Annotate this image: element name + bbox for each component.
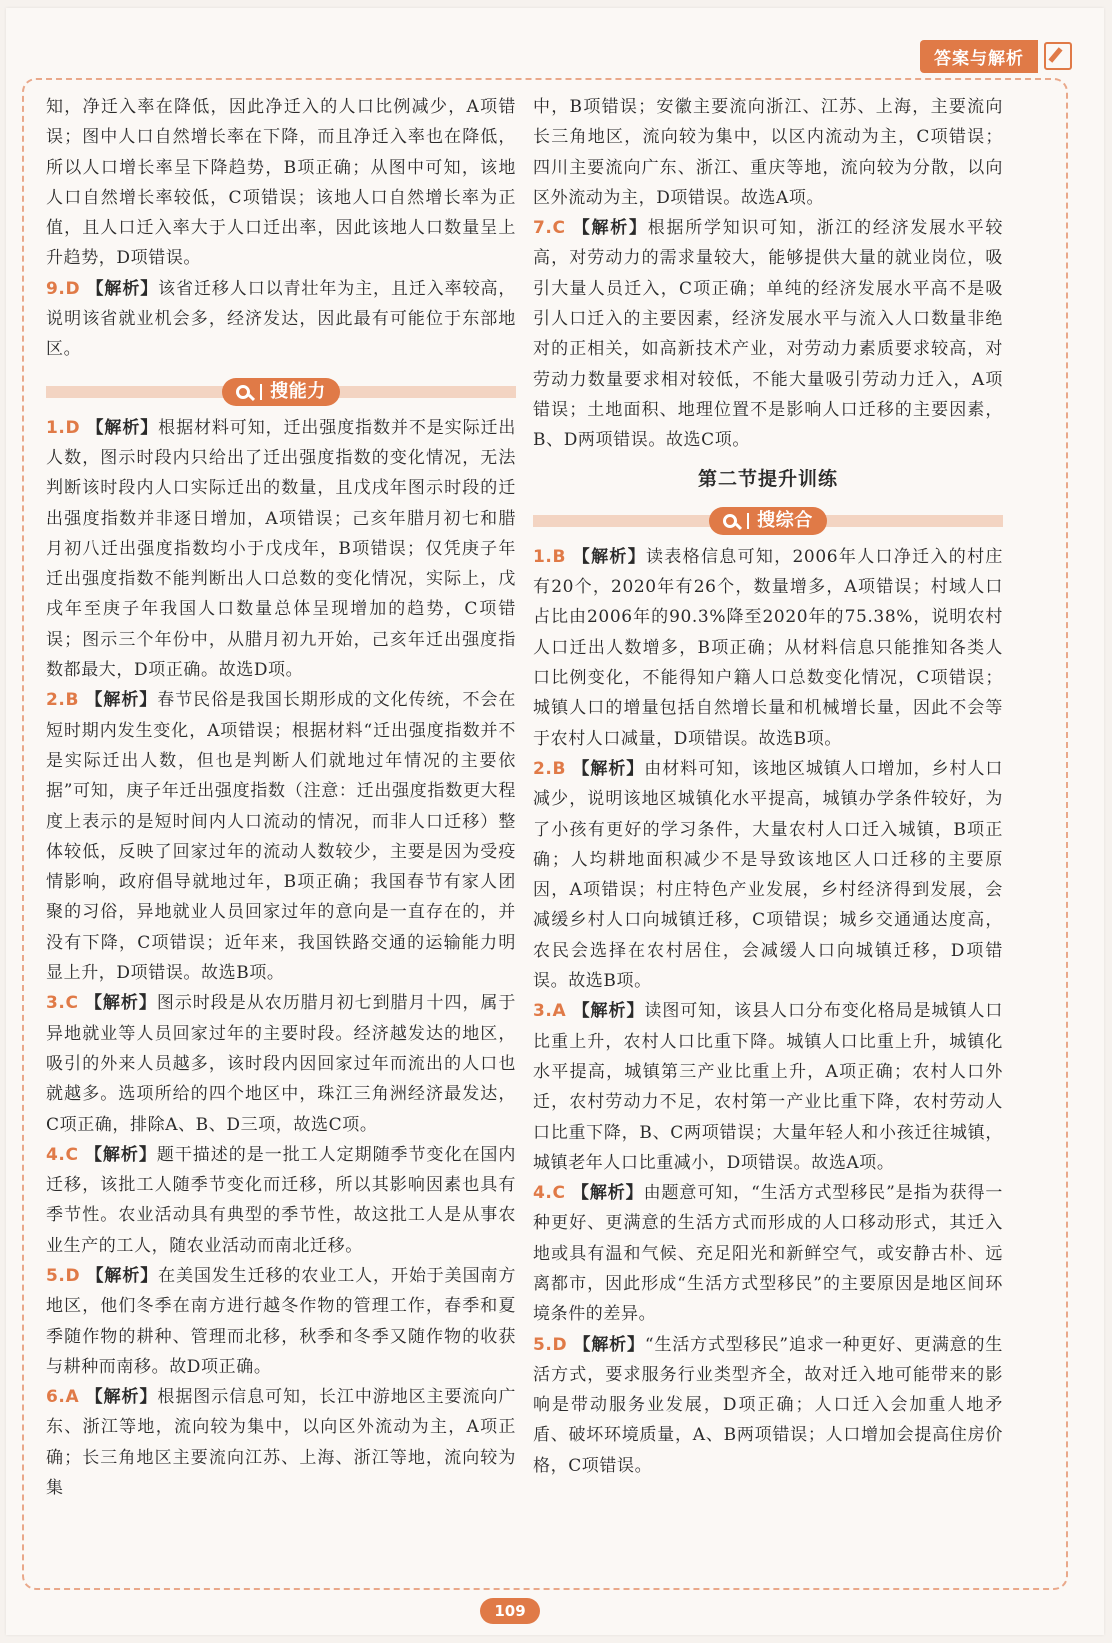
question-number: 2.B [46, 690, 80, 711]
answer-text: 该省迁移人口以青壮年为主，且迁入率较高，说明该省就业机会多，经济发达，因此最有可能位于东部地区。 [46, 278, 517, 360]
question-number: 5.D [533, 1334, 568, 1355]
answer-item [533, 996, 1003, 1178]
search-icon [723, 514, 737, 528]
answer-text: 读表格信息可知，2006年人口净迁入的村庄有20个，2020年有26个，数量增多，A项错误；村域人口占比由2006年的90.3%降至2020年的75.38%，说明农村人口迁出人数增多，B项正确；从材料信息只能推知各类人口比例变化，不能得知户籍人口总数变化情况，C项错误；城镇人口的增量包括自然增长量和机械增长量，因此不会等于农村人口减量，D项错误。故选B项。 [533, 546, 1003, 749]
right-continuation: 中，B项错误；安徽主要流向浙江、江苏、上海，主要流向长三角地区，流向较为集中，以区内流动为主，C项错误；四川主要流向广东、浙江、重庆等地，流向较为分散，以向区外流动为主，D项错误。故选A项。 [533, 97, 1003, 208]
answer-text: 图示时段是从农历腊月初七到腊月十四，属于异地就业等人员回家过年的主要时段。经济越发达的地区，吸引的外来人员越多，该时段内因回家过年而流出的人口也就越多。选项所给的四个地区中，珠江三角洲经济最发达，C项正确，排除A、B、D三项，故选C项。 [46, 993, 516, 1135]
answer-item [46, 1261, 516, 1382]
question-number: 1.D [46, 417, 81, 438]
section-subtitle: 第二节提升训练 [697, 467, 838, 490]
section-header-comprehensive [533, 508, 1003, 534]
search-icon [236, 385, 250, 399]
analysis-badge: 【解析】 [86, 1265, 159, 1286]
answer-text: 春节民俗是我国长期形成的文化传统，不会在短时期内发生变化，A项错误；根据材料“迁出强度指数并不是实际迁出人数，但也是判断人们就地过年情况的主要依据”可知，庚子年迁出强度指数（注意：迁出强度指数更大程度上表示的是短时间内人口流动的情况，而非人口迁移）整体较低，反映了回家过年的流动人数较少，主要是因为受疫情影响，政府倡导就地过年，B项正确；我国春节有家人团聚的习俗，异地就业人员回家过年的意向是一直存在的，并没有下降，C项错误；近年来，我国铁路交通的运输能力明显上升，D项错误。故选B项。 [46, 690, 516, 984]
analysis-badge: 【解析】 [85, 690, 158, 711]
answer-text: 根据所学知识可知，浙江的经济发展水平较高，对劳动力的需求量较大，能够提供大量的就业岗位，吸引大量人员迁入，C项正确；单纯的经济发展水平高不是吸引人口迁入的主要因素，经济发展水平与流入人口数量非绝对的正相关，如高新技术产业，对劳动力素质要求较高，对劳动力数量要求相对较低，不能大量吸引劳动力迁入，A项错误；土地面积、地理位置不是影响人口迁移的主要因素，B、D两项错误。故选C项。 [533, 218, 1003, 451]
analysis-badge: 【解析】 [572, 758, 645, 779]
question-number: 3.C [46, 993, 79, 1014]
answer-text: 根据材料可知，迁出强度指数并不是实际迁出人数，图示时段内只给出了迁出强度指数的变化情况，无法判断该时段内人口实际迁出的数量，且戊戌年图示时段的迁出强度指数并非逐日增加，A项错误；己亥年腊月初七和腊月初八迁出强度指数均小于戊戌年，B项错误；仅凭庚子年迁出强度指数不能判断出人口总数的变化情况，实际上，戊戌年至庚子年我国人口数量总体呈现增加的趋势，C项错误；图示三个年份中，从腊月初九开始，己亥年迁出强度指数都最大，D项正确。故选D项。 [46, 417, 517, 681]
answer-text: 由材料可知，该地区城镇人口增加，乡村人口减少，说明该地区城镇化水平提高，城镇办学条件较好，为了小孩有更好的学习条件，大量农村人口迁入城镇，B项正确；人均耕地面积减少不是导致该地区人口迁移的主要原因，A项错误；村庄特色产业发展，乡村经济得到发展，会减缓乡村人口向城镇迁移，C项错误；城乡交通通达度高，农民会选择在农村居住，会减缓人口向城镇迁移，D项错误。故选B项。 [533, 758, 1003, 992]
analysis-badge: 【解析】 [86, 278, 159, 299]
answer-item [46, 413, 516, 686]
analysis-badge: 【解析】 [84, 1144, 157, 1165]
answer-item [533, 542, 1003, 754]
answer-item [46, 1382, 516, 1503]
analysis-badge: 【解析】 [572, 546, 647, 567]
analysis-badge: 【解析】 [573, 1334, 645, 1355]
question-number: 3.A [533, 1001, 567, 1022]
question-number: 4.C [533, 1183, 566, 1204]
answer-item [46, 988, 516, 1139]
question-number: 5.D [46, 1265, 81, 1286]
answer-text: 读图可知，该县人口分布变化格局是城镇人口比重上升，农村人口比重下降。城镇人口比重上升，城镇化水平提高，城镇第三产业比重上升，A项正确；农村人口外迁，农村劳动力不足，农村第一产业比重下降，农村劳动人口比重下降，B、C两项错误；大量年轻人和小孩迁往城镇，城镇老年人口比重减小，D项错误。故选A项。 [533, 1001, 1003, 1173]
question-number: 6.A [46, 1387, 80, 1408]
header-tag [920, 41, 1072, 71]
analysis-badge: 【解析】 [571, 1183, 644, 1204]
question-9 [46, 274, 516, 365]
header-label: 答案与解析 [920, 40, 1038, 73]
question-7 [533, 213, 1003, 455]
page-number: 109 [480, 1598, 540, 1624]
left-continuation: 知，净迁入率在降低，因此净迁入的人口比例减少，A项错误；图中人口自然增长率在下降，而且净迁入率也在降低，所以人口增长率呈下降趋势，B项正确；从图中可知，该地人口自然增长率较低，C项错误；该地人口自然增长率为正值，且人口迁入率大于人口迁出率，因此该地人口数量呈上升趋势，D项错误。 [46, 97, 516, 269]
answer-item [46, 685, 516, 988]
analysis-badge: 【解析】 [572, 1001, 645, 1022]
question-number: 2.B [533, 758, 567, 779]
answer-text: 根据图示信息可知，长江中游地区主要流向广东、浙江等地，流向较为集中，以向区外流动为主，A项正确；长三角地区主要流向江苏、上海、浙江等地，流向较为集 [46, 1387, 516, 1499]
answer-item [46, 1140, 516, 1261]
answer-text: 题干描述的是一批工人定期随季节变化在国内迁移，该批工人随季节变化而迁移，所以其影响因素也具有季节性。农业活动具有典型的季节性，故这批工人是从事农业生产的工人，随农业活动而南北迁移。 [46, 1144, 516, 1256]
analysis-badge: 【解析】 [85, 1387, 158, 1408]
left-column [46, 92, 516, 1503]
question-number: 9.D [46, 278, 81, 299]
section-title: 搜综合 [757, 509, 813, 531]
edit-icon [1044, 42, 1072, 70]
answer-item [533, 1178, 1003, 1329]
analysis-badge: 【解析】 [571, 218, 648, 239]
section-header-ability [46, 379, 516, 405]
question-number: 4.C [46, 1144, 79, 1165]
section-title: 搜能力 [270, 380, 326, 402]
answer-text: 由题意可知，“生活方式型移民”是指为获得一种更好、更满意的生活方式而形成的人口移动形式，其迁入地或具有温和气候、充足阳光和新鲜空气，或安静古朴、远离都市，因此形成“生活方式型移民”的主要原因是地区间环境条件的差异。 [533, 1183, 1003, 1325]
analysis-badge: 【解析】 [86, 417, 159, 438]
answer-text: “生活方式型移民”追求一种更好、更满意的生活方式，要求服务行业类型齐全，故对迁入地可能带来的影响是带动服务业发展，D项正确；人口迁入会加重人地矛盾、破坏环境质量，A、B两项错误；人口增加会提高住房价格，C项错误。 [533, 1334, 1003, 1476]
answer-item [533, 1330, 1003, 1481]
answer-item [533, 754, 1003, 996]
question-number: 1.B [533, 546, 567, 567]
answer-text: 在美国发生迁移的农业工人，开始于美国南方地区，他们冬季在南方进行越冬作物的管理工作，春季和夏季随作物的耕种、管理而北移，秋季和冬季又随作物的收获与耕种而南移。故D项正确。 [46, 1265, 517, 1377]
question-number: 7.C [533, 218, 566, 239]
analysis-badge: 【解析】 [84, 993, 157, 1014]
right-column [533, 92, 1003, 1481]
